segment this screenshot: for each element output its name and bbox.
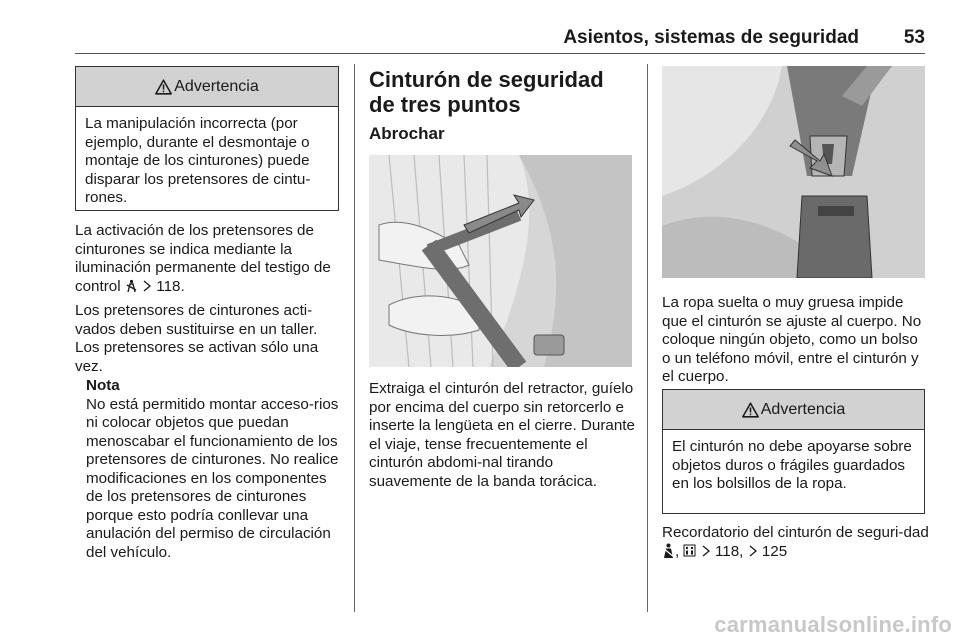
buckle-up-illustration	[369, 155, 632, 367]
pretensioner-paragraph	[75, 222, 343, 296]
reminder-text: Recordatorio del cinturón de seguri-dad	[662, 524, 929, 541]
note-block	[86, 377, 344, 562]
warning-box-header	[76, 67, 338, 107]
note-text: No está permitido montar acceso-rios ni colocar objetos que puedan menoscabar el funcionamiento de los pretensores de cinturones. No realice modificaciones en los componentes de los pretensores de cinturones porque esto podría conllevar una anulación del permiso de circulación del vehículo.	[86, 395, 339, 561]
warning-triangle-icon	[742, 402, 759, 418]
warning-box-2-header	[663, 390, 924, 430]
warning-2-title: Advertencia	[760, 400, 846, 418]
warning-2-text: El cinturón no debe apoyarse sobre objetos duros o frágiles guardados en los bolsillos de la ropa.	[672, 438, 912, 492]
subsection-heading: Abrochar	[369, 124, 445, 143]
seatbelt-passenger-icon	[683, 544, 696, 557]
warning-box	[75, 66, 339, 211]
reminder-ref-2: 125	[761, 542, 788, 560]
buckle-latch-drawing	[662, 66, 925, 278]
warning-triangle-icon	[155, 79, 172, 95]
buckle-latch-illustration	[662, 66, 925, 278]
page-header	[75, 27, 925, 55]
reference-arrow-icon	[748, 545, 758, 557]
reference-arrow-icon	[701, 545, 711, 557]
section-heading: Cinturón de seguridad de tres puntos	[369, 67, 604, 117]
page-reference: 118.	[156, 277, 185, 295]
reference-arrow-icon	[142, 280, 152, 292]
section-title: Asientos, sistemas de seguridad	[563, 27, 859, 48]
pretensioner-text: La activación de los pretensores de cinturones se indica mediante la iluminación permanente del testigo de control	[75, 222, 331, 295]
reminder-ref-1: 118,	[714, 542, 744, 560]
page-number: 53	[903, 27, 925, 48]
seatbelt-icon	[662, 543, 675, 559]
buckle-up-drawing	[369, 155, 632, 367]
header-rule	[75, 53, 925, 54]
column-divider-right	[647, 64, 648, 612]
column-divider-left	[354, 64, 355, 612]
note-label: Nota	[86, 377, 120, 394]
warning-text: La manipulación incorrecta (por ejemplo, durante el desmontaje o montaje de los cinturones) puede disparar los pretensores de cintu-rones.	[85, 115, 311, 206]
watermark: carmanualsonline.info	[714, 612, 952, 637]
buckle-instructions: Extraiga el cinturón del retractor, guíelo por encima del cuerpo sin retorcerlo e inserte la lengüeta en el cierre. Durante el viaje, tense frecuentemente el cinturón abdomi-nal tirando suavemente de la banda torácica.	[369, 380, 635, 490]
pretensioner-tell-tale-icon	[125, 279, 138, 293]
warning-box-2	[662, 389, 925, 514]
seatbelt-reminder: Recordatorio del cinturón de seguri-dad , 118, 125	[662, 524, 929, 560]
clothing-paragraph: La ropa suelta o muy gruesa impide que el cinturón se ajuste al cuerpo. No coloque ningún objeto, como un bolso o un teléfono móvil, entre el cinturón y el cuerpo.	[662, 294, 922, 385]
pretensioner-replace-paragraph: Los pretensores de cinturones acti-vados deben sustituirse en un taller. Los pretensores se activan sólo una vez.	[75, 302, 319, 375]
warning-title: Advertencia	[174, 77, 259, 95]
